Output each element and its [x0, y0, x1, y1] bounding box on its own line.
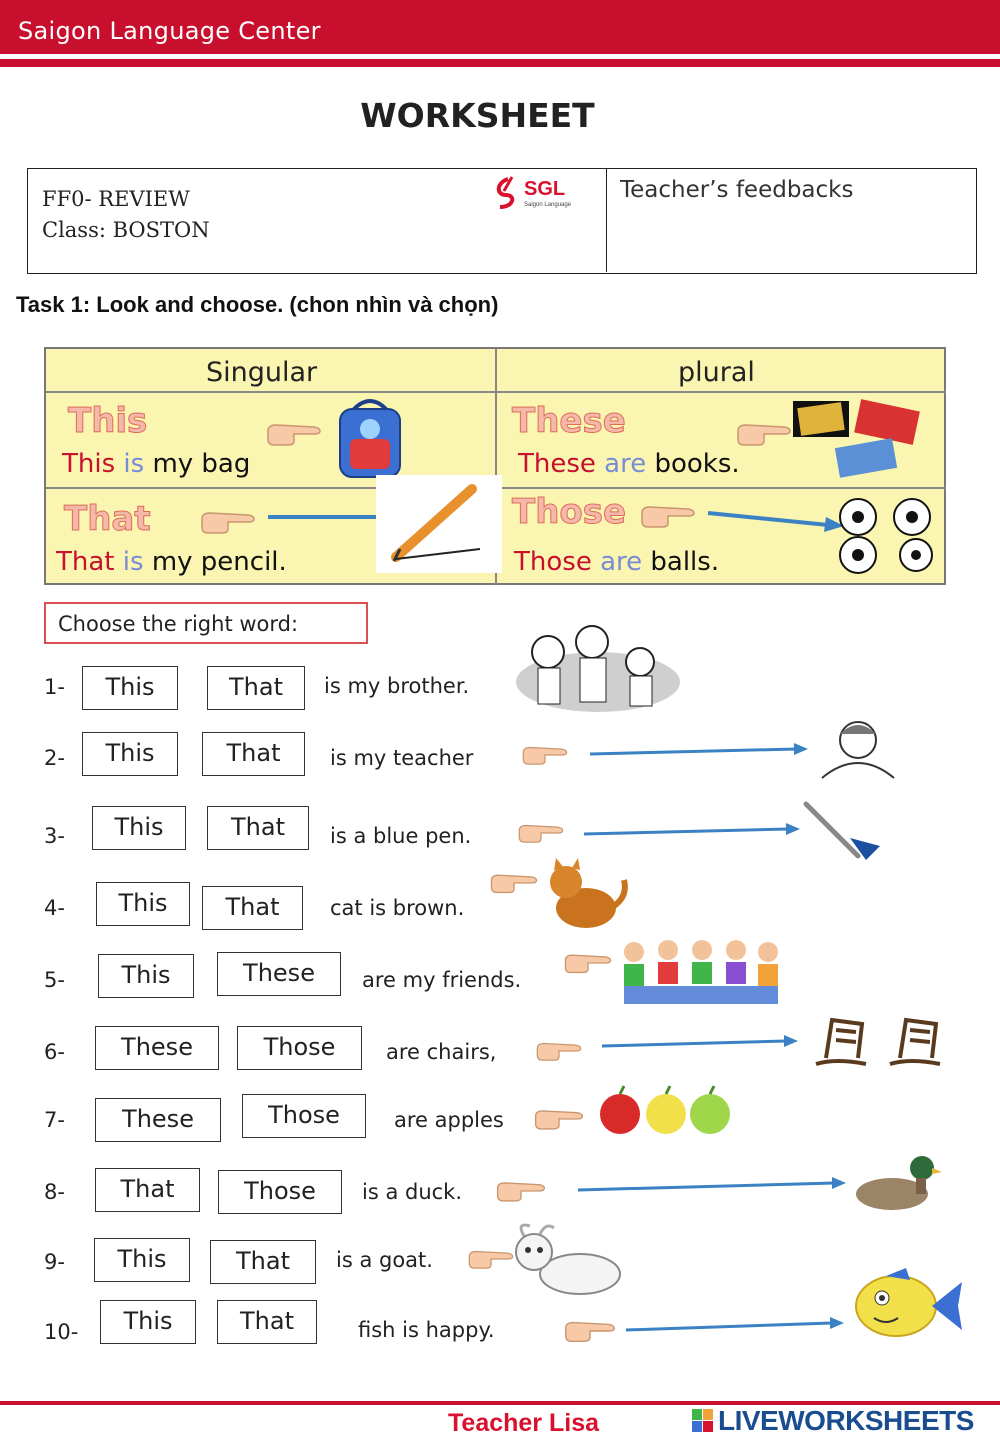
option-b-button[interactable]: That [202, 886, 303, 930]
choose-label-box [44, 602, 368, 644]
question-number: 1- [44, 675, 65, 699]
logo-tagline: Saigon Language [524, 202, 572, 208]
brand-name: Saigon Language Center [18, 17, 321, 45]
option-b-button[interactable]: That [207, 666, 305, 710]
word-this: This [68, 401, 148, 441]
arrow-icon [576, 1176, 848, 1194]
header-plural: plural [678, 357, 755, 388]
pointing-hand-icon [520, 740, 570, 770]
option-a-button[interactable]: These [95, 1026, 219, 1070]
arrow-icon [706, 507, 846, 533]
question-number: 5- [44, 968, 65, 992]
question-text: are chairs, [386, 1040, 497, 1064]
fish-image [846, 1266, 966, 1342]
teacher-name: Teacher Lisa [448, 1409, 600, 1437]
option-b-button[interactable]: Those [237, 1026, 362, 1070]
choose-label: Choose the right word: [58, 612, 299, 636]
question-number: 10- [44, 1320, 79, 1344]
option-a-button[interactable]: This [82, 666, 178, 710]
pointing-hand-icon [534, 1036, 584, 1066]
pointing-hand-icon [264, 419, 324, 449]
sgl-logo [494, 173, 594, 213]
duck-image [852, 1150, 944, 1218]
question-number: 3- [44, 824, 65, 848]
option-a-button[interactable]: This [94, 1238, 190, 1282]
option-b-button[interactable]: These [217, 952, 341, 996]
pointing-hand-icon [494, 1176, 548, 1206]
sentence-these: These are books. [518, 449, 740, 479]
option-b-button[interactable]: Those [218, 1170, 342, 1214]
liveworksheets-logo [692, 1403, 992, 1439]
friends-image [616, 938, 786, 1008]
pointing-hand-icon [562, 1316, 618, 1346]
pointing-hand-icon [562, 948, 614, 978]
pencil-image [376, 475, 502, 573]
option-a-button[interactable]: This [92, 806, 186, 850]
goat-image [506, 1222, 630, 1304]
question-text: cat is brown. [330, 896, 465, 920]
apples-image [596, 1084, 736, 1136]
word-these: These [512, 401, 626, 441]
question-text: are my friends. [362, 968, 522, 992]
cat-image [540, 856, 630, 932]
teacher-image [814, 714, 902, 780]
option-a-button[interactable]: This [96, 882, 190, 926]
option-b-button[interactable]: That [210, 1240, 316, 1284]
question-text: is a goat. [336, 1248, 433, 1272]
feedback-label: Teacher’s feedbacks [620, 177, 854, 203]
arrow-icon [624, 1316, 846, 1334]
option-b-button[interactable]: Those [242, 1094, 366, 1138]
task1-title: Task 1: Look and choose. (chon nhìn và chọn) [16, 292, 499, 317]
option-b-button[interactable]: That [202, 732, 305, 776]
liveworksheets-icon [692, 1409, 714, 1433]
header-rule [0, 59, 1000, 67]
question-number: 9- [44, 1250, 65, 1274]
word-those: Those [512, 492, 627, 532]
sentence-those: Those are balls. [514, 547, 720, 577]
question-text: are apples [394, 1108, 504, 1132]
question-number: 7- [44, 1108, 65, 1132]
question-text: is my brother. [324, 674, 470, 698]
pointing-hand-icon [198, 507, 258, 537]
header-bar [0, 0, 1000, 54]
arrow-icon [582, 822, 802, 840]
info-table [27, 168, 977, 274]
option-b-button[interactable]: That [217, 1300, 317, 1344]
arrow-icon [600, 1034, 800, 1052]
option-a-button[interactable]: That [95, 1168, 200, 1212]
pointing-hand-icon [532, 1104, 586, 1134]
option-a-button[interactable]: These [95, 1098, 221, 1142]
course-line: FF0- REVIEW [42, 187, 190, 211]
question-number: 6- [44, 1040, 65, 1064]
books-image [791, 399, 927, 479]
question-number: 4- [44, 896, 65, 920]
page-title: WORKSHEET [360, 96, 595, 135]
question-text: fish is happy. [358, 1318, 495, 1342]
option-b-button[interactable]: That [207, 806, 309, 850]
question-number: 2- [44, 746, 65, 770]
option-a-button[interactable]: This [100, 1300, 196, 1344]
pointing-hand-icon [516, 818, 566, 848]
question-text: is my teacher [330, 746, 474, 770]
option-a-button[interactable]: This [82, 732, 178, 776]
class-line: Class: BOSTON [42, 218, 210, 242]
sentence-this: This is my bag [62, 449, 251, 479]
question-number: 8- [44, 1180, 65, 1204]
balls-image [836, 497, 938, 575]
pointing-hand-icon [638, 501, 698, 531]
backpack-image [332, 395, 408, 481]
blue-pen-image [800, 798, 886, 864]
header-singular: Singular [206, 357, 318, 388]
arrow-icon [588, 742, 810, 760]
pointing-hand-icon [734, 419, 794, 449]
word-that: That [64, 499, 151, 539]
liveworksheets-text: LIVEWORKSHEETS [718, 1405, 974, 1436]
chairs-image [806, 1014, 956, 1070]
question-text: is a duck. [362, 1180, 463, 1204]
brothers-image [512, 622, 684, 712]
pointing-hand-icon [488, 868, 540, 898]
info-left-cell [28, 169, 607, 272]
logo-text: SGL [524, 178, 566, 200]
option-a-button[interactable]: This [98, 954, 194, 998]
grammar-table [44, 347, 946, 585]
sentence-that: That is my pencil. [56, 547, 287, 577]
question-text: is a blue pen. [330, 824, 472, 848]
